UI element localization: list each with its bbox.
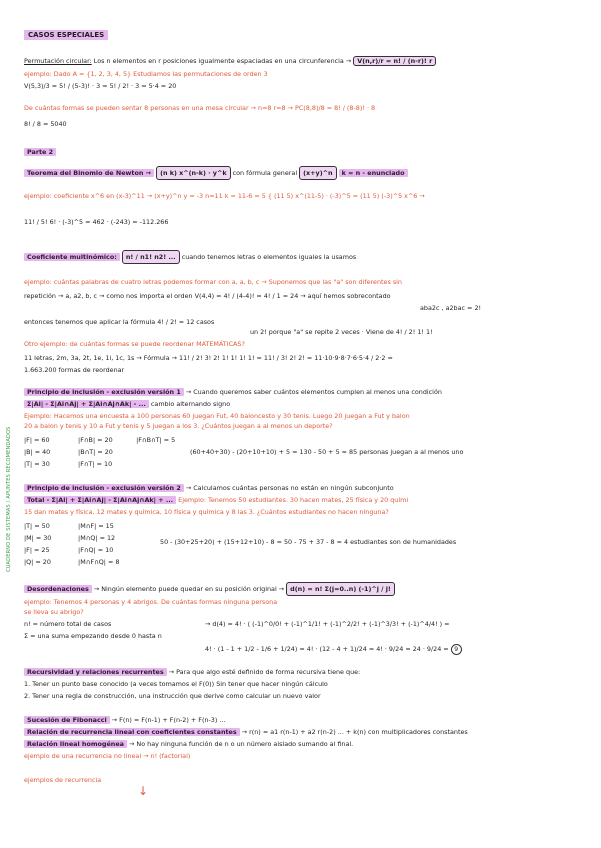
perm-result: 8! / 8 = 5040 [24,120,67,128]
incl1-set-cell: |T| = 30 [24,460,50,468]
multi-example2: repetición → a, a2, b, c → como nos importa el orden V(4,4) = 4! / (4-4)! = 4! / 1 = 24 → aquí hemos sobrecontado [24,292,391,300]
incl2-label: Principio de inclusión - exclusión versión 2 [24,484,184,492]
desorden-label: Desordenaciones [24,585,92,593]
recur-line [24,668,591,676]
incl1-ex2: 20 a balon y tenis y 10 a Fut y tenis y 5 juegan a los 3. ¿Cuántos juegan a al menos un deporte? [24,422,333,430]
recur-item2: 2. Tener una regla de construcción, una instrucción que derive como calcular un nuevo valor [24,692,321,700]
incl2-text: → Calculamos cuántas personas no están en ningún subconjunto [185,484,394,492]
homo-line [24,740,591,748]
multi-then2: un 2! porque "a" se repite 2 veces · Viene de 4! / 2! 1! 1! [250,328,433,336]
sidebar-credit: CUADERNO DE SISTEMAS / APUNTES RECOMENDADOS [6,426,12,572]
newton-general-label: con fórmula general [232,169,298,177]
parte2-heading [24,148,591,156]
multi-label: Coeficiente multinómico: [24,253,120,261]
newton-label: Teorema del Binomio de Newton → [24,169,154,177]
incl2-formula: Total - Σ|Ai| + Σ|Ai∩Aj| - Σ|Ai∩Aj∩Ak| + ... [24,496,176,504]
perm-question: De cuántas formas se pueden sentar 8 personas en una mesa circular → n=8 r=8 → PC(8,8)/8 = 8! / (8-8)! · 8 [24,104,376,112]
multi-then: entonces tenemos que aplicar la fórmula 4! / 2! = 12 casos [24,318,215,326]
incl1-set-cell: |F∩T| = 10 [78,460,113,468]
incl2-ex1: Ejemplo: Tenemos 50 estudiantes. 30 hacen mates, 25 física y 20 quími [178,496,409,504]
perm-label: Permutación circular: [24,57,92,65]
incl2-set-cell: |M∩Q| = 12 [78,534,116,542]
perm-example: ejemplo: Dado A = {1, 2, 3, 4, 5} Estudiamos las permutaciones de orden 3 [24,70,268,78]
newton-k-def: k = n - enunciado [339,169,408,177]
lineal-formula: → r(n) = a1 r(n-1) + a2 r(n-2) ... + k(n) [241,728,366,736]
incl1-line [24,388,591,396]
multi-letters-result: 1.663.200 formas de reordenar [24,366,125,374]
incl2-set-cell: |M∩F| = 15 [78,522,114,530]
newton-formula: (n k) x^(n-k) · y^k [156,166,231,180]
incl2-calc: 50 - (30+25+20) + (15+12+10) - 8 = 50 - 75 + 37 - 8 = 4 estudiantes son de humanidades [160,538,457,546]
page-title: CASOS ESPECIALES [24,30,108,40]
fib-label: Sucesión de Fibonacci [24,716,110,724]
recurrence-examples: ejemplos de recurrencia [24,776,102,784]
homo-label: Relación lineal homogénea [24,740,127,748]
recur-label: Recursividad y relaciones recurrentes [24,668,167,676]
incl1-sets-row [24,460,591,468]
multi-example3: aba2c , a2bac = 2! [420,304,482,312]
desorden-def2: Σ = una suma empezando desde 0 hasta n [24,632,162,640]
incl2-ex2: 15 dan mates y física, 12 mates y química, 10 física y química y 8 las 3. ¿Cuántos estudiantes no hacen ninguna? [24,508,389,516]
incl2-set-cell: |T| = 50 [24,522,50,530]
fib-line [24,716,591,724]
multi-formula: n! / n1! n2! ... [122,250,180,264]
incl2-line [24,484,591,492]
incl1-set-cell: |B∩T| = 20 [78,448,113,456]
nolineal-example: ejemplo de una recurrencia no lineal → n! (factorial) [24,752,191,760]
perm-formula: V(n,r)/r = n! / (n-r)! r [353,56,436,66]
perm-text: Los n elementos en r posiciones igualmente espaciadas en una circunferencia → [93,57,352,65]
incl1-sign: cambio alternando signo [150,400,231,408]
incl1-set-cell: |F| = 60 [24,436,50,444]
newton-general-formula: (x+y)^n [299,166,336,180]
desorden-calc2-line [205,644,591,655]
multi-letters: 11 letras, 2m, 3a, 2t, 1e, 1i, 1c, 1s → Fórmula → 11! / 2! 3! 2! 1! 1! 1! 1! = 11! / 3! 2! 2! = 11·10·9·8·7·6·5·4 / 2·2 = [24,354,393,362]
newton-result: 11! / 5! 6! · (-3)^5 = 462 · (-243) = -112.266 [24,218,169,226]
lineal-label: Relación de recurrencia lineal con coeficientes constantes [24,728,240,736]
multi-text: cuando tenemos letras o elementos iguales la usamos [181,253,357,261]
incl1-sets-row [24,436,591,444]
desorden-calc2: 4! · (1 - 1 + 1/2 - 1/6 + 1/24) = 4! · (12 - 4 + 1)/24 = 4! · 9/24 = 24 · 9/24 = [205,645,449,653]
incl2-set-cell: |M∩F∩Q| = 8 [78,558,120,566]
desorden-ex1: ejemplo: Tenemos 4 personas y 4 abrigos. De cuántas formas ninguna persona [24,598,278,606]
lineal-line [24,728,591,736]
desorden-text: → Ningún elemento puede quedar en su posición original → [93,585,285,593]
incl2-sets-row [24,558,591,566]
incl2-set-cell: |Q| = 20 [24,558,51,566]
newton-line [24,166,591,180]
desorden-def1: n! = número total de casos [24,620,112,628]
incl1-calc: (60+40+30) - (20+10+10) + 5 = 130 - 50 + 5 = 85 personas juegan a al menos uno [190,448,464,456]
desorden-calc1: → d(4) = 4! · ( (-1)^0/0! + (-1)^1/1! + (-1)^2/2! + (-1)^3/3! + (-1)^4/4! ) = [205,620,450,628]
incl1-formula: Σ|Ai| - Σ|Ai∩Aj| + Σ|Ai∩Aj∩Ak| - ... [24,400,149,408]
incl1-ex1: Ejemplo: Hacemos una encuesta a 100 personas 60 juegan Fut, 40 baloncesto y 30 tenis. Luego 20 juegan a Fut y balon [24,412,410,420]
multi-other: Otro ejemplo: de cuántas formas se puede reordenar MATEMÁTICAS? [24,340,245,348]
incl2-formula-line [24,496,591,504]
perm-line [24,56,591,66]
incl1-set-cell: |B| = 40 [24,448,51,456]
incl1-label: Principio de inclusión - exclusión versión 1 [24,388,184,396]
arrow-down-icon: ↓ [138,784,149,798]
incl1-set-cell: |F∩B| = 20 [78,436,113,444]
multi-line [24,250,591,264]
desorden-ex2: se lleva su abrigo? [24,608,84,616]
recur-text: → Para que algo esté definido de forma recursiva tiene que: [168,668,361,676]
perm-calc: V(5,3)/3 = 5! / (5-3)! · 3 = 5! / 2! · 3 = 5·4 = 20 [24,82,177,90]
fib-formula: → F(n) = F(n-1) + F(n-2) + F(n-3) ... [111,716,226,724]
lineal-tail: con multiplicadores constantes [368,728,468,736]
incl1-text: → Cuando queremos saber cuántos elementos cumplen al menos una condición [185,388,442,396]
newton-example: ejemplo: coeficiente x^6 en (x-3)^11 → (x+y)^n y = -3 n=11 k = 11-6 = 5 { (11 5) x^(11-5) · (-3)^5 = (11 5) (-3)^5 x^6 → [24,192,425,200]
incl2-set-cell: |M| = 30 [24,534,52,542]
desorden-formula: d(n) = n! Σ(j=0..n) (-1)^j / j! [286,582,395,596]
incl1-formula-line [24,400,591,408]
desorden-result: 9 [451,644,462,655]
recur-item1: 1. Tener un punto base conocido (a veces tomamos el F(0)) Sin tener que hacer ningún cálculo [24,680,328,688]
incl2-sets-row [24,522,591,530]
incl2-set-cell: |F| = 25 [24,546,50,554]
incl1-set-cell: |F∩B∩T| = 5 [136,436,176,444]
incl2-set-cell: |F∩Q| = 10 [78,546,114,554]
parte2-label: Parte 2 [24,148,56,156]
multi-example1: ejemplo: cuántas palabras de cuatro letras podemos formar con a, a, b, c → Suponemos que las "a" son diferentes sin [24,278,402,286]
incl2-sets-row [24,546,591,554]
homo-text: → No hay ninguna función de n o un número aislado sumando al final. [129,740,354,748]
desorden-line [24,582,591,596]
